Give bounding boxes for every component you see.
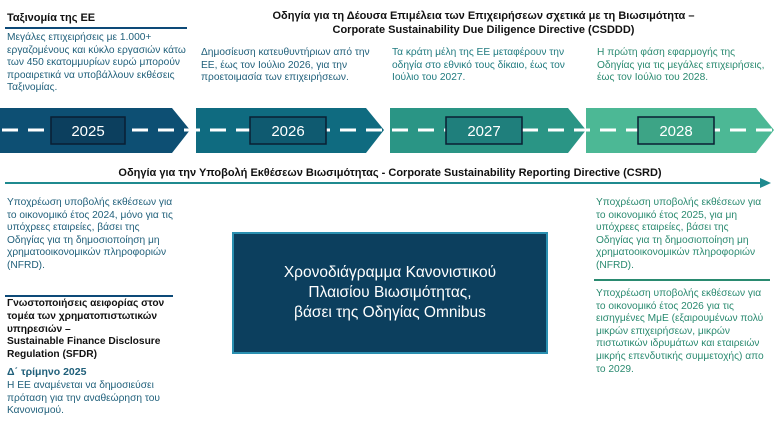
sfdr-title: Γνωστοποιήσεις αειφορίας στον τομέα των χρηματοπιστωτικών υπηρεσιών – Sustainable Finance Disclosure Regulation (SFDR) <box>7 298 165 361</box>
csrd-note-2025: Υποχρέωση υποβολής εκθέσεων για το οικονομικό έτος 2025, για μη υπόχρεες εταιρείες, βάσει της Οδηγίας για τη δημοσιοποίηση μη χρηματοοικονομικών πληροφοριών (NFRD). <box>596 197 762 271</box>
sfdr-date: Δ΄ τρίμηνο 2025 <box>7 366 87 378</box>
csddd-title-line1: Οδηγία για τη Δέουσα Επιμέλεια των Επιχειρήσεων σχετικά με τη Βιωσιμότητα – <box>272 10 695 22</box>
csrd-right-divider <box>594 279 770 281</box>
center-title: Χρονοδιάγραμμα Κανονιστικού Πλαισίου Βιωσιμότητας, βάσει της Οδηγίας Omnibus <box>283 264 497 321</box>
sfdr-text: Η ΕΕ αναμένεται να δημοσιεύσει πρόταση για την αναθεώρηση του Κανονισμού. <box>7 380 160 417</box>
csrd-note-sme: Υποχρέωση υποβολής εκθέσεων για το οικονομικό έτος 2026 για τις εισηγμένες ΜμΕ (εξαιρουμένων πολύ μικρών επιχειρήσεων, μικρών πιστωτικών ιδρυμάτων και εταιρειών μικρής επενδυτικής συμμετοχής) απο το 2029. <box>596 288 764 375</box>
taxonomy-text: Μεγάλες επιχειρήσεις με 1.000+ εργαζομένους και κύκλο εργασιών κάτω των 450 εκατομμυρίων ευρώ μπορούν προαιρετικά να υποβάλλουν εκθέσεις Ταξινομίας. <box>7 32 186 94</box>
taxonomy-title: Ταξινομία της ΕΕ <box>7 12 96 24</box>
taxonomy-divider <box>5 27 187 29</box>
timeline-diagram <box>0 108 775 158</box>
csrd-arrow <box>0 177 775 189</box>
year-label-2028: 2028 <box>659 123 693 140</box>
csrd-title: Οδηγία για την Υποβολή Εκθέσεων Βιωσιμότητας - Corporate Sustainability Reporting Directive (CSRD) <box>118 167 662 179</box>
csddd-note-2028: Η πρώτη φάση εφαρμογής της Οδηγίας για τις μεγάλες επιχειρήσεις, έως τον Ιούλιο του 2028. <box>597 47 765 84</box>
csddd-note-2027: Τα κράτη μέλη της ΕΕ μεταφέρουν την οδηγία στο εθνικό τους δίκαιο, έως τον Ιούλιο του 2027. <box>392 47 565 84</box>
csddd-title-line2: Corporate Sustainability Due Diligence Directive (CSDDD) <box>332 24 635 36</box>
csddd-note-2026: Δημοσίευση κατευθυντήριων από την ΕΕ, έως τον Ιούλιο 2026, για την προετοιμασία των επιχειρήσεων. <box>201 47 370 84</box>
year-label-2025: 2025 <box>71 123 105 140</box>
year-label-2026: 2026 <box>271 123 305 140</box>
csrd-note-2024: Υποχρέωση υποβολής εκθέσεων για το οικονομικό έτος 2024, μόνο για τις υπόχρεες εταιρείες, βάσει της Οδηγίας για τη δημοσιοποίηση μη χρηματοοικονομικών πληροφοριών (NFRD). <box>7 197 173 271</box>
sfdr-divider <box>5 295 173 297</box>
year-label-2027: 2027 <box>467 123 501 140</box>
center-title-box <box>232 232 548 354</box>
